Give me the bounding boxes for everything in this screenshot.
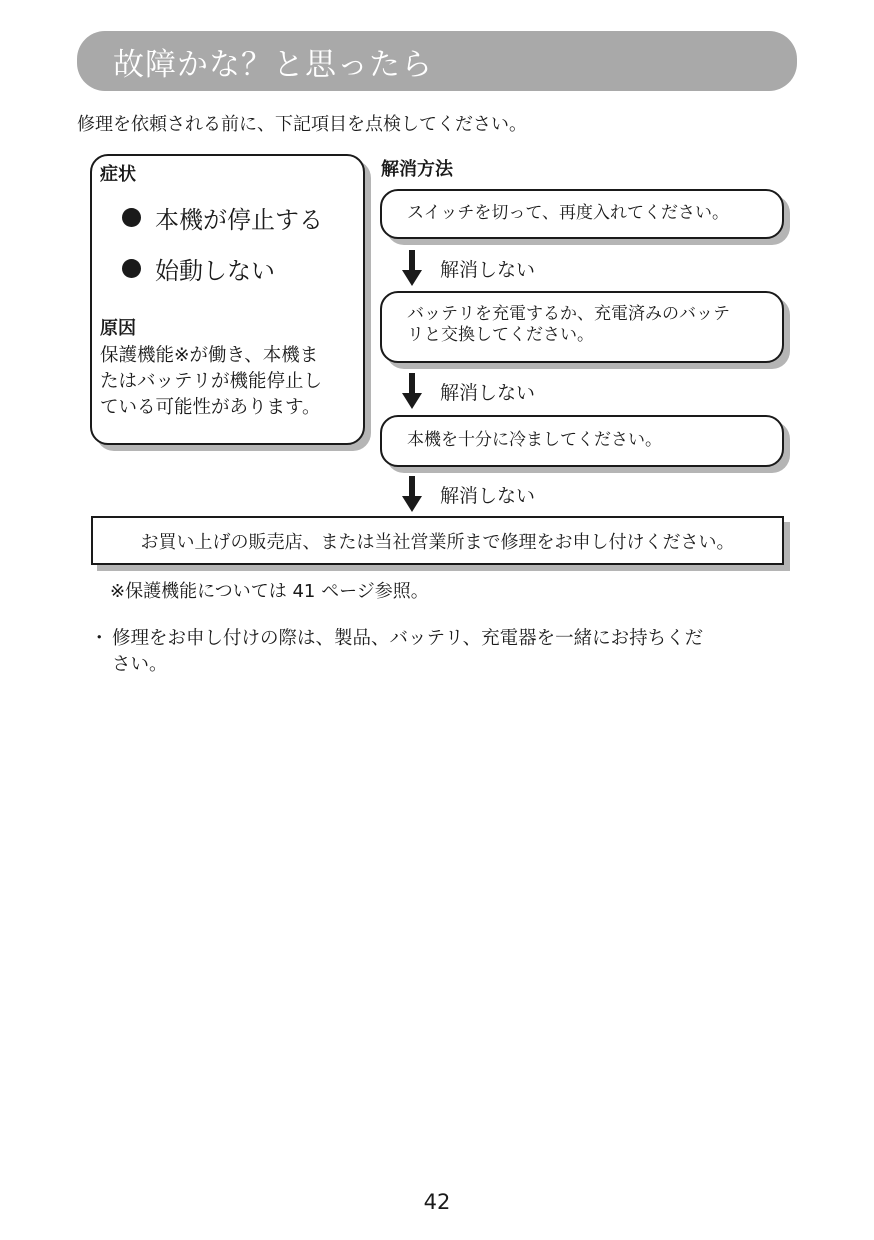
- not-resolved-label: 解消しない: [440, 258, 536, 281]
- solution-step-text: [407, 304, 768, 346]
- symptom-item: [122, 200, 323, 235]
- page-title: 故障かな？と思ったら: [113, 46, 433, 83]
- solution-step-text: [407, 203, 768, 224]
- intro-text: 修理を依頼される前に、下記項目を点検してください。: [77, 114, 527, 135]
- bullet-mark: ・: [90, 628, 109, 649]
- cause-text: [100, 343, 362, 421]
- arrow-down-icon: [402, 476, 422, 512]
- not-resolved-step: [402, 373, 535, 409]
- cause-line: ている可能性があります。: [100, 397, 321, 418]
- not-resolved-step: [402, 476, 535, 512]
- symptom-item-label: 本機が停止する: [155, 206, 323, 234]
- solution-step-line: リと交換してください。: [407, 325, 594, 345]
- cause-line: たはバッテリが機能停止し: [100, 371, 323, 392]
- bullet-line: さい。: [112, 654, 168, 675]
- arrow-down-icon: [402, 250, 422, 286]
- solution-step-box: [380, 291, 784, 363]
- solution-heading: 解消方法: [381, 159, 453, 180]
- bullet-dot-icon: [122, 208, 141, 227]
- title-bar: [77, 31, 797, 91]
- bullet-dot-icon: [122, 259, 141, 278]
- bullet-line: 修理をお申し付けの際は、製品、バッテリ、充電器を一緒にお持ちくだ: [112, 628, 704, 649]
- symptom-item-label: 始動しない: [155, 257, 275, 285]
- solution-step-box: [380, 189, 784, 239]
- solution-step-text: [407, 430, 768, 451]
- solution-step-line: 本機を十分に冷ましてください。: [407, 430, 662, 450]
- symptom-heading: 症状: [100, 164, 136, 185]
- solution-step-box: [380, 415, 784, 467]
- solution-step-line: スイッチを切って、再度入れてください。: [407, 203, 729, 223]
- not-resolved-label: 解消しない: [440, 484, 536, 507]
- repair-bullet: [90, 626, 800, 678]
- final-instruction-text: お買い上げの販売店、または当社営業所まで修理をお申し付けください。: [140, 531, 735, 553]
- cause-line: 保護機能※が働き、本機ま: [100, 345, 319, 366]
- bullet-text: [112, 626, 703, 678]
- arrow-down-icon: [402, 373, 422, 409]
- final-instruction-box: [91, 516, 784, 565]
- solution-step-line: バッテリを充電するか、充電済みのバッテ: [407, 304, 730, 324]
- page-number: 42: [423, 1190, 451, 1214]
- protection-note: ※保護機能については 41 ページ参照。: [110, 581, 429, 602]
- not-resolved-label: 解消しない: [440, 381, 536, 404]
- symptom-item: [122, 251, 275, 286]
- cause-heading: 原因: [100, 318, 136, 339]
- not-resolved-step: [402, 250, 535, 286]
